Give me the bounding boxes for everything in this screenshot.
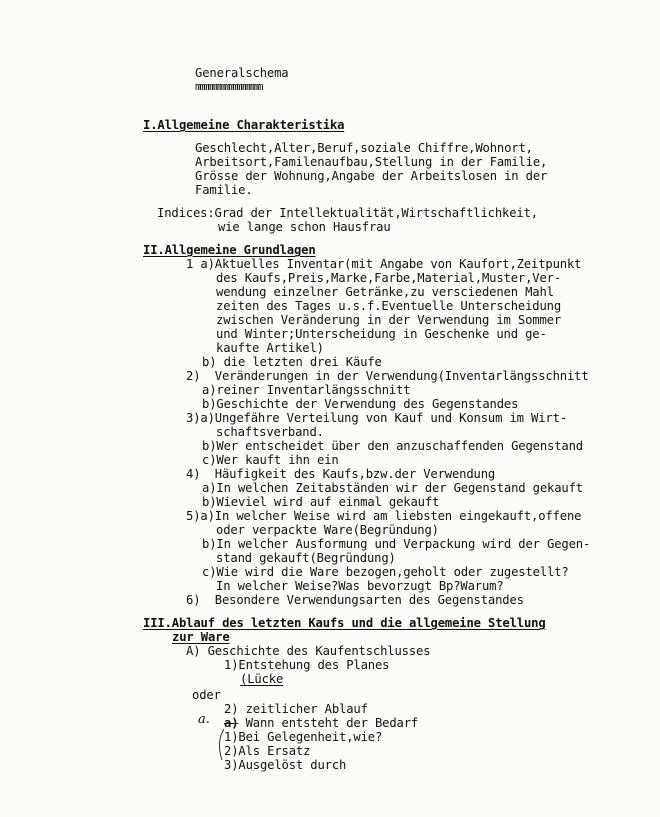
section-2-text-line: b)In welcher Ausformung und Verpackung wird der Gegen- (202, 537, 591, 551)
section-2-text-line: wendung einzelner Getränke,zu versciedenen Mahl (216, 285, 554, 299)
section-2-text-line: a)reiner Inventarlängsschnitt (202, 383, 411, 397)
section-2-text-line: schaftsverband. (216, 425, 324, 439)
section-3-text-line: 1)Entstehung des Planes (224, 658, 390, 672)
document-title: Generalschema (195, 66, 289, 80)
section-2-text-line: 5)a)In welcher Weise wird am liebsten eingekauft,offene (186, 509, 582, 523)
section-2-text-line: zeiten des Tages u.s.f.Eventuelle Unterscheidung (216, 299, 561, 313)
indices-line: Indices:Grad der Intellektualität,Wirtschaftlichkeit, (157, 206, 538, 220)
section-2-text-line: c)Wie wird die Ware bezogen,geholt oder zugestellt? (202, 565, 569, 579)
section-2-text-line: 6) Besondere Verwendungsarten des Gegenstandes (186, 593, 524, 607)
section-2-text-line: oder verpackte Ware(Begründung) (216, 523, 439, 537)
section-2-text-line: stand gekauft(Begründung) (216, 551, 396, 565)
section-2-text-line: 1 a)Aktuelles Inventar(mit Angabe von Kaufort,Zeitpunkt (186, 257, 582, 271)
section-3-text-line (224, 716, 418, 730)
handwritten-mark: a. (198, 712, 210, 727)
section-1-text-line: Grösse der Wohnung,Angabe der Arbeitslosen in der (195, 169, 548, 183)
section-2-text-line: des Kaufs,Preis,Marke,Farbe,Material,Muster,Ver- (216, 271, 561, 285)
section-2-text-line: 4) Häufigkeit des Kaufs,bzw.der Verwendung (186, 467, 496, 481)
section-3-text-line: 3)Ausgelöst durch (224, 758, 347, 772)
section-3-text-line: 2) zeitlicher Ablauf (224, 702, 368, 716)
section-1-text-line: Geschlecht,Alter,Beruf,soziale Chiffre,Wohnort, (195, 141, 533, 155)
section-2-text-line: c)Wer kauft ihn ein (202, 453, 339, 467)
section-3-heading: III.Ablauf des letzten Kaufs und die allgemeine Stellung (143, 616, 546, 630)
section-3-text-fragment: Wann entsteht der Bedarf (238, 716, 419, 730)
title-underline-marks: mmmmmmmmmmmmmmmm (195, 80, 261, 93)
section-3-text-line: oder (192, 688, 221, 702)
section-3-text-line: 2)Als Ersatz (224, 744, 311, 758)
section-2-heading: II.Allgemeine Grundlagen (143, 243, 316, 257)
section-2-text-line: b) die letzten drei Käufe (202, 355, 382, 369)
section-3-text-line: 1)Bei Gelegenheit,wie? (224, 730, 383, 744)
section-1-text-line: Arbeitsort,Familenaufbau,Stellung in der Familie, (195, 155, 548, 169)
section-3-heading-continued: zur Ware (172, 630, 230, 644)
section-2-text-line: und Winter;Unterscheidung in Geschenke und ge- (216, 327, 547, 341)
section-1-text-line: Familie. (195, 183, 253, 197)
section-2-text-line: kaufte Artikel) (216, 341, 324, 355)
section-3-text-line: A) Geschichte des Kaufentschlusses (186, 644, 431, 658)
section-2-text-line: In welcher Weise?Was bevorzugt Bp?Warum? (216, 579, 504, 593)
section-2-text-line: a)In welchen Zeitabständen wir der Gegenstand gekauft (202, 481, 583, 495)
section-2-text-line: 2) Veränderungen in der Verwendung(Inventarlängsschnitt (186, 369, 589, 383)
section-2-text-line: b)Geschichte der Verwendung des Gegenstandes (202, 397, 519, 411)
section-2-text-line: 3)a)Ungefähre Verteilung von Kauf und Konsum im Wirt- (186, 411, 567, 425)
section-2-text-line: b)Wieviel wird auf einmal gekauft (202, 495, 440, 509)
section-2-text-line: zwischen Veränderung in der Verwendung im Sommer (216, 313, 561, 327)
indices-line: wie lange schon Hausfrau (218, 220, 391, 234)
struck-text: a) (224, 716, 239, 730)
section-3-text-line: (Lücke (240, 672, 284, 686)
section-2-text-line: b)Wer entscheidet über den anzuschaffenden Gegenstand (202, 439, 583, 453)
section-1-heading: I.Allgemeine Charakteristika (143, 118, 345, 132)
